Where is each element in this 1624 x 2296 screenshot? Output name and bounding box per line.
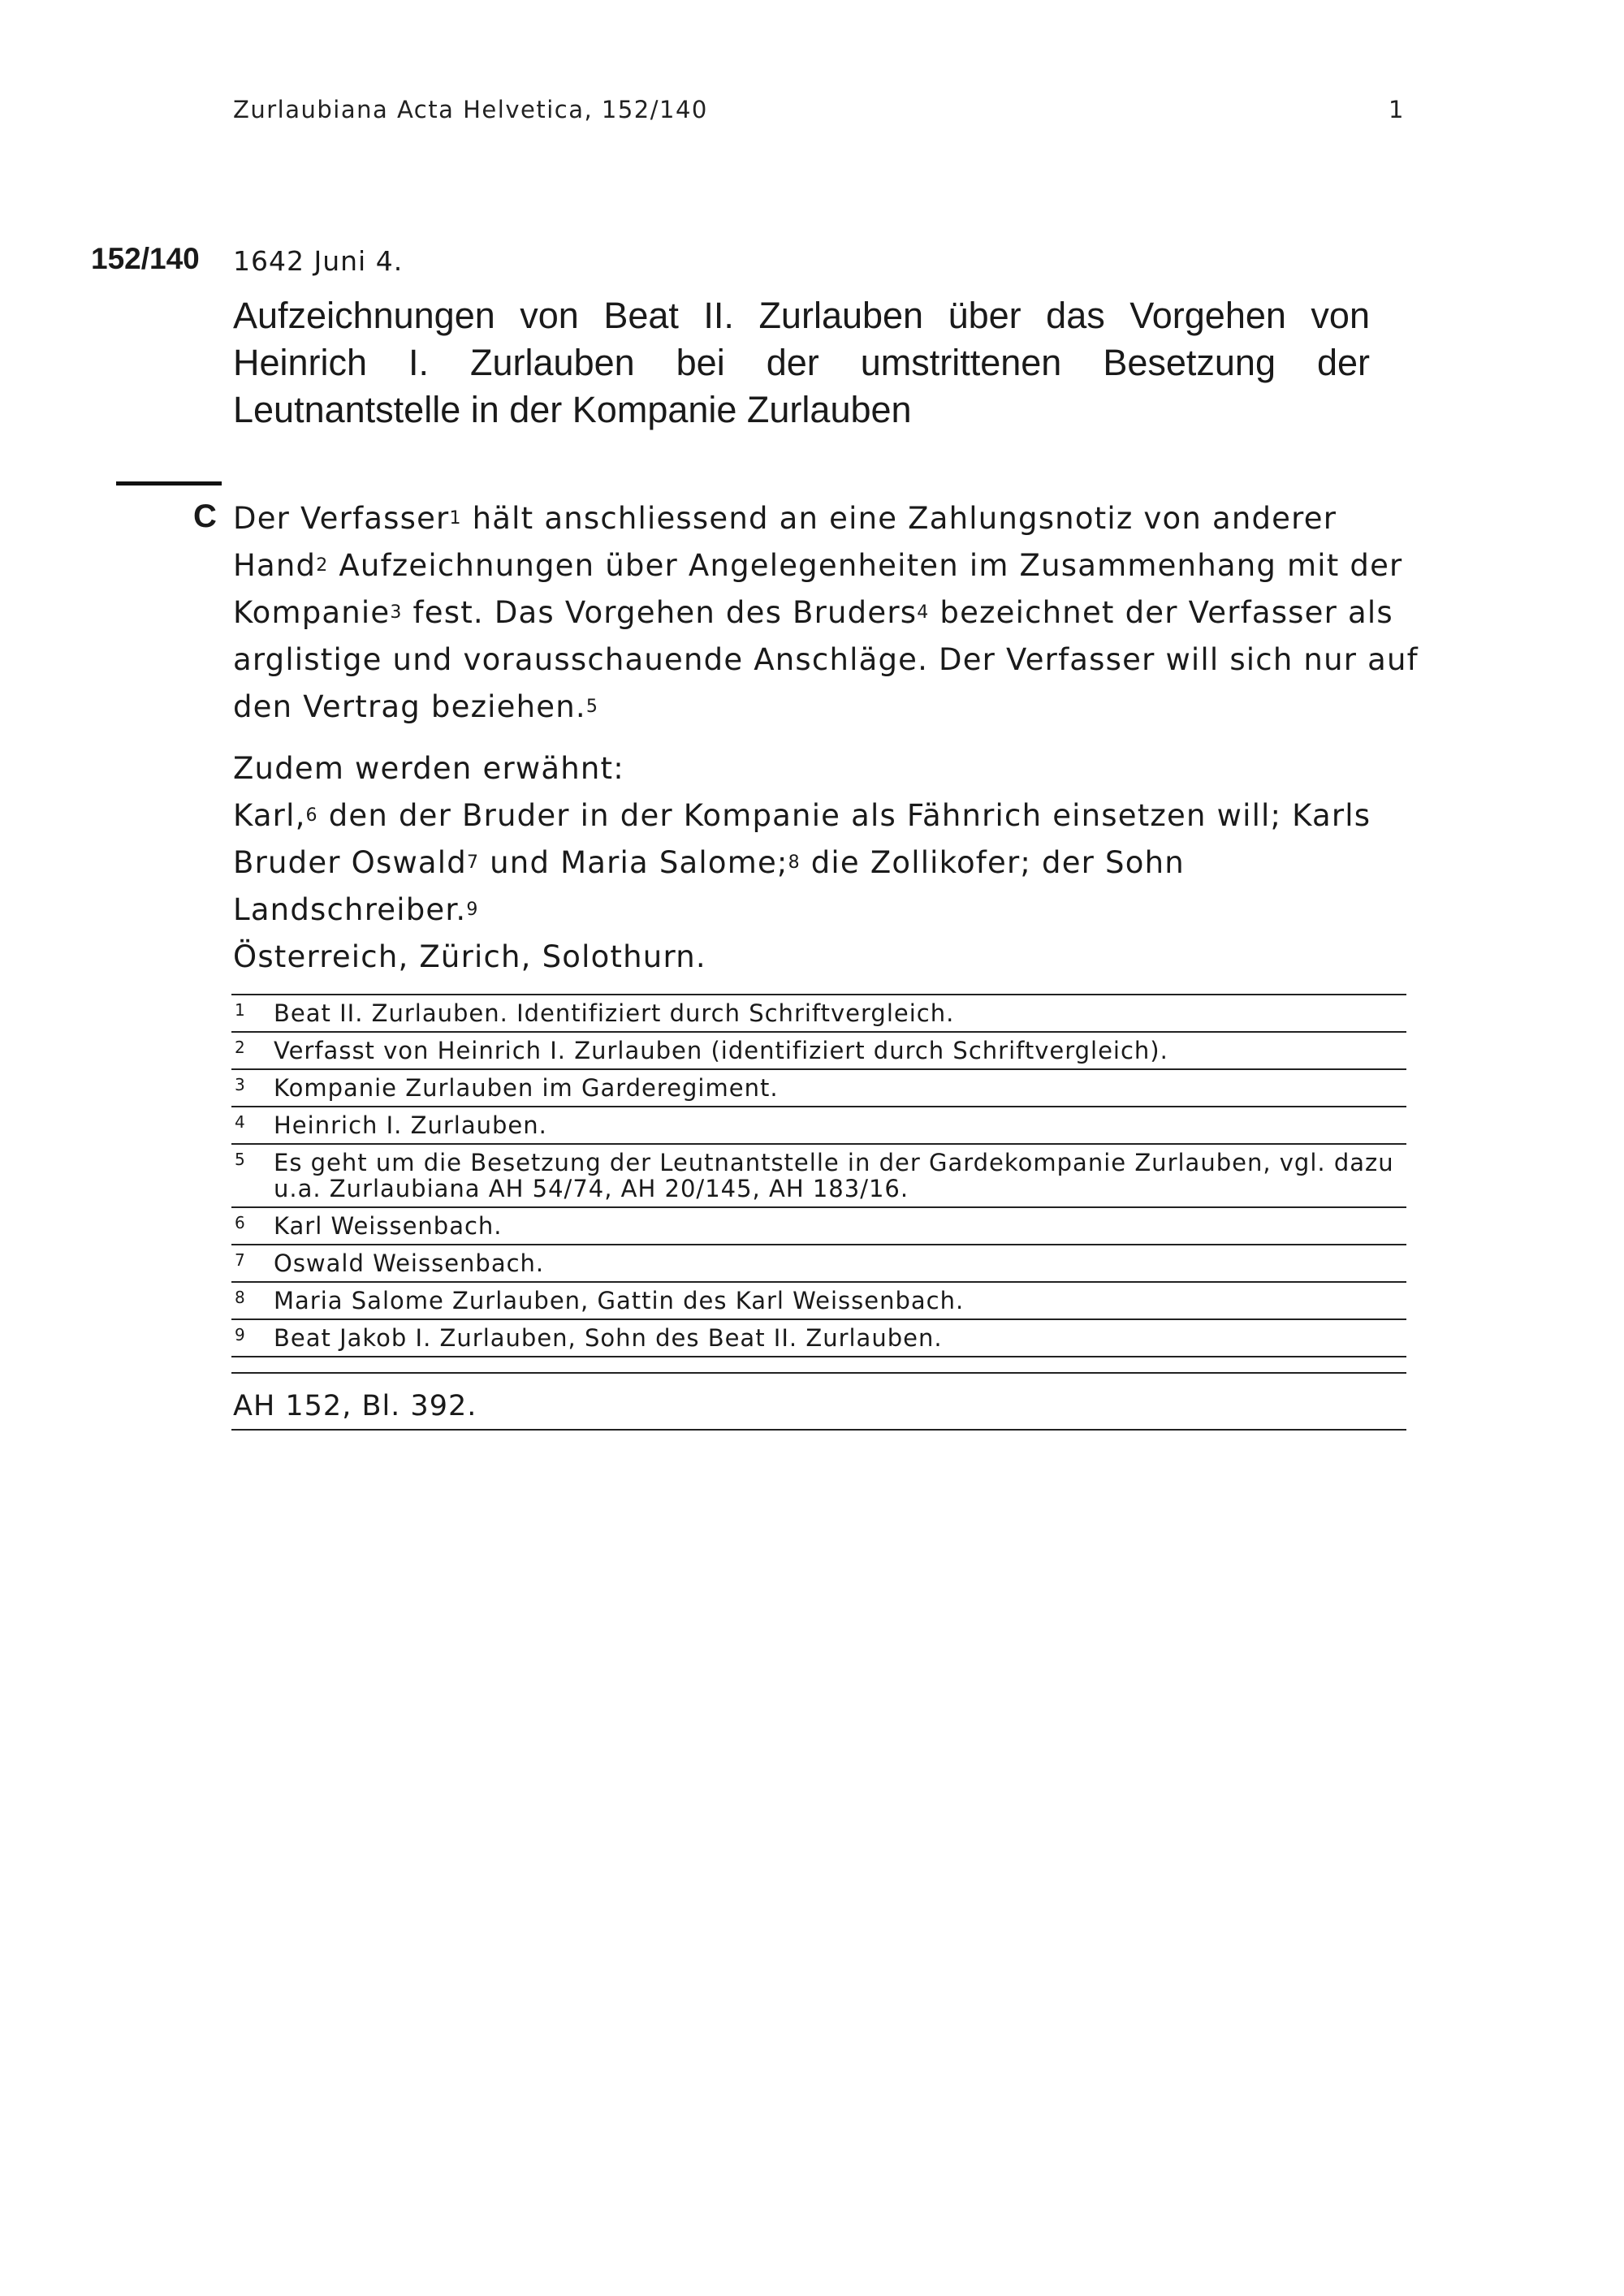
running-head-title: Zurlaubiana Acta Helvetica, 152/140 bbox=[233, 96, 708, 123]
footnote-number: 9 bbox=[235, 1325, 246, 1344]
footnote-text: Verfasst von Heinrich I. Zurlauben (identifiziert durch Schriftvergleich). bbox=[274, 1037, 1168, 1064]
footnote-ref[interactable]: 2 bbox=[316, 555, 329, 576]
footnote-text: Beat II. Zurlauben. Identifiziert durch Schriftvergleich. bbox=[274, 999, 955, 1027]
section-marker: C bbox=[193, 498, 217, 534]
summary-text bbox=[233, 495, 1427, 981]
text-span: fest. Das Vorgehen des Bruders bbox=[402, 595, 918, 630]
footnote-number: 2 bbox=[235, 1038, 246, 1057]
text-span: den der Bruder in der Kompanie als Fähnrich einsetzen will; Karls Bruder Oswald bbox=[233, 798, 1371, 880]
footnote-ref[interactable]: 5 bbox=[585, 697, 599, 717]
footnote bbox=[231, 1033, 1406, 1070]
text-span: die Zollikofer; der Sohn Landschreiber. bbox=[233, 845, 1185, 927]
footnote-ref[interactable]: 6 bbox=[305, 805, 318, 826]
text-span: Der Verfasser bbox=[233, 501, 450, 536]
footnote-number: 6 bbox=[235, 1213, 246, 1232]
footnote-text: Heinrich I. Zurlauben. bbox=[274, 1111, 547, 1139]
footnote-number: 1 bbox=[235, 1000, 246, 1020]
footnote bbox=[231, 1245, 1406, 1283]
footnote-number: 3 bbox=[235, 1075, 246, 1094]
footnote-text: Beat Jakob I. Zurlauben, Sohn des Beat II. Zurlauben. bbox=[274, 1324, 943, 1352]
footnote bbox=[231, 1145, 1406, 1208]
footnote-ref[interactable]: 1 bbox=[449, 508, 462, 529]
entry-id: 152/140 bbox=[91, 242, 200, 275]
footnote-number: 4 bbox=[235, 1112, 246, 1132]
footnote-ref[interactable]: 9 bbox=[466, 900, 479, 920]
text-span: und Maria Salome; bbox=[479, 845, 788, 880]
footnote-text: Karl Weissenbach. bbox=[274, 1212, 503, 1240]
footnote bbox=[231, 1283, 1406, 1320]
footnote-ref[interactable]: 4 bbox=[917, 602, 930, 623]
text-span: Karl, bbox=[233, 798, 306, 833]
footnote-text: Kompanie Zurlauben im Garderegiment. bbox=[274, 1074, 779, 1102]
footnote-ref[interactable]: 3 bbox=[390, 602, 403, 623]
entry-title: Aufzeichnungen von Beat II. Zurlauben über das Vorgehen von Heinrich I. Zurlauben bei der umstrittenen Besetzung der Leutnantstelle in der Kompanie Zurlauben bbox=[233, 295, 1370, 430]
text-span: Aufzeichnungen über Angelegenheiten im Zusammenhang mit der Kompanie bbox=[233, 548, 1403, 630]
text-span: hält anschliessend an eine Zahlungsnotiz von anderer Hand bbox=[233, 501, 1337, 583]
text-span: bezeichnet der Verfasser als arglistige und vorausschauende Anschläge. Der Verfasser will sich nur auf den Vertrag beziehen. bbox=[233, 595, 1419, 724]
summary-paragraph bbox=[233, 495, 1427, 731]
mentions-intro: Zudem werden erwähnt: bbox=[233, 751, 624, 786]
footnote bbox=[231, 1208, 1406, 1245]
footnote bbox=[231, 1320, 1406, 1357]
footnote bbox=[231, 1107, 1406, 1145]
footnote-text: Oswald Weissenbach. bbox=[274, 1249, 545, 1277]
footnote-ref[interactable]: 8 bbox=[788, 852, 801, 873]
footnote bbox=[231, 1070, 1406, 1107]
mentions-paragraph bbox=[233, 745, 1427, 981]
footnote-text: Maria Salome Zurlauben, Gattin des Karl Weissenbach. bbox=[274, 1287, 965, 1314]
page-number: 1 bbox=[1389, 96, 1405, 123]
running-head bbox=[233, 96, 1405, 123]
footnote-ref[interactable]: 7 bbox=[466, 852, 480, 873]
places-list: Österreich, Zürich, Solothurn. bbox=[233, 939, 706, 974]
entry-date: 1642 Juni 4. bbox=[233, 245, 404, 277]
footnote-text: Es geht um die Besetzung der Leutnantstelle in der Gardekompanie Zurlauben, vgl. dazu u.a. Zurlaubiana AH 54/74, AH 20/145, AH 183/16. bbox=[274, 1149, 1394, 1202]
footnote-number: 7 bbox=[235, 1250, 246, 1270]
source-reference: AH 152, Bl. 392. bbox=[231, 1372, 1406, 1431]
footnote-number: 5 bbox=[235, 1150, 246, 1169]
footnote-number: 8 bbox=[235, 1288, 246, 1307]
section-rule bbox=[116, 481, 222, 486]
footnotes bbox=[231, 994, 1406, 1431]
footnote bbox=[231, 995, 1406, 1033]
